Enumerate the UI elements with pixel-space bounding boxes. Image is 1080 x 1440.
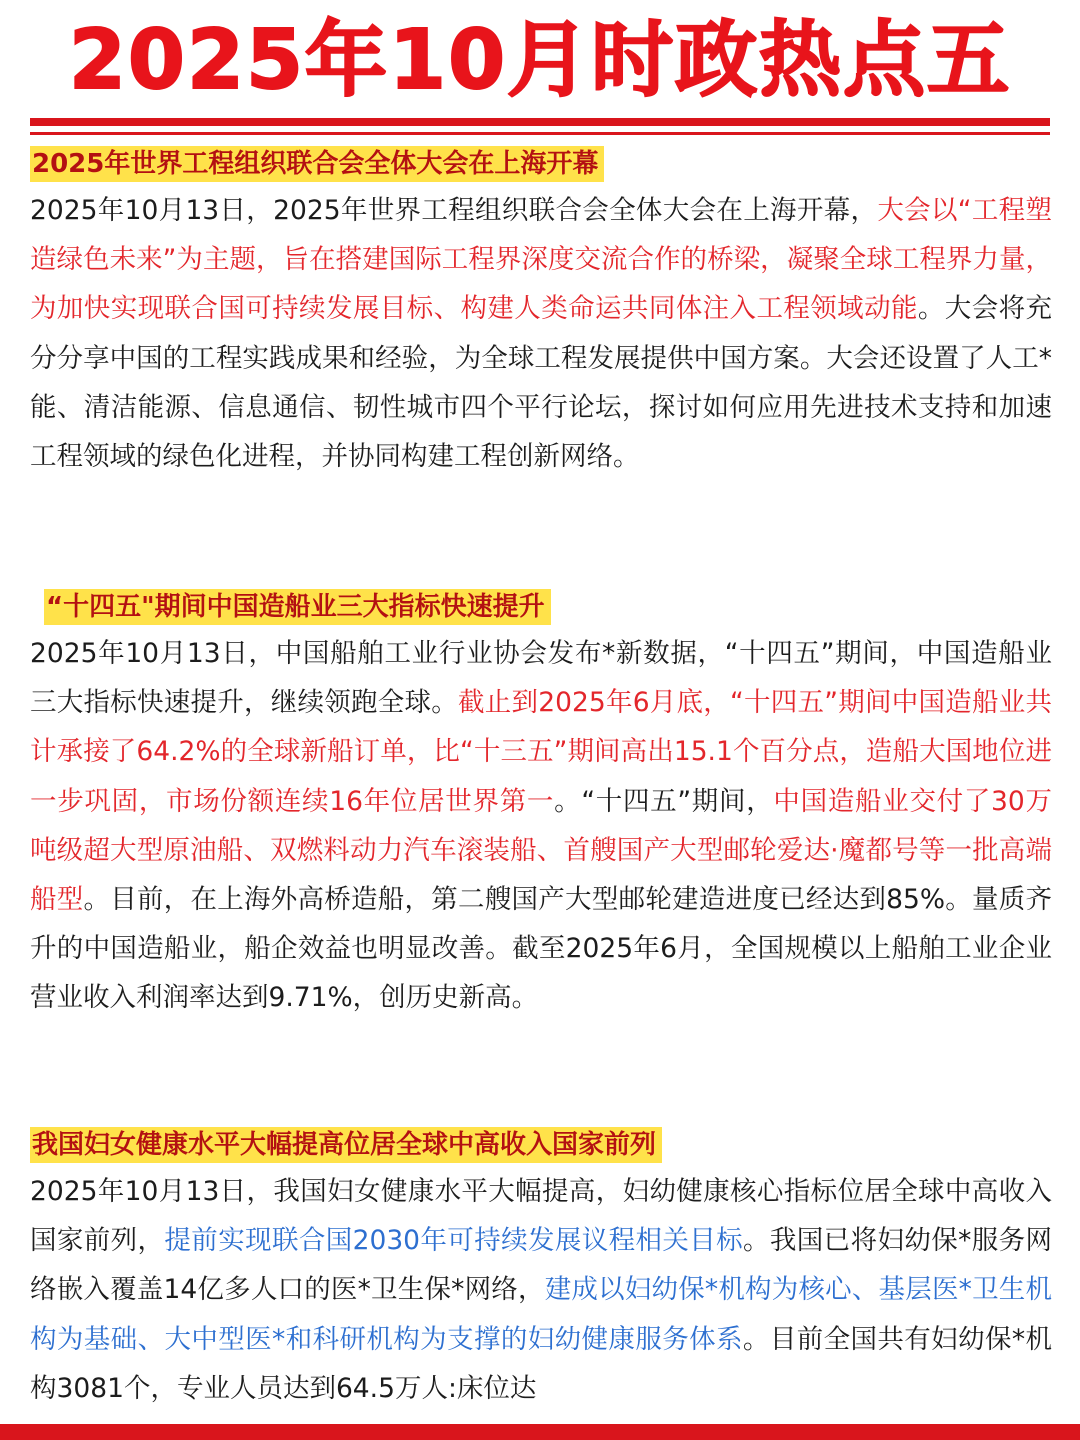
body-text-emphasis: 截止到2025年6月底，“十四五”期间中国造船业共计承接了64.2%的全球新船订单，比“十三五”期间高出15.1个百分点，造船大国地位进一步巩固，市场份额连续16年位居世界第一 — [30, 687, 1052, 817]
body-text-plain: 。目前，在上海外高桥造船，第二艘国产大型邮轮建造进度已经达到85%。量质齐升的中国造船业，船企效益也明显改善。截至2025年6月，全国规模以上船舶工业企业营业收入利润率达到9.71%，创历史新高。 — [30, 884, 1053, 1014]
article-womens-health — [30, 1127, 1052, 1413]
body-text-emphasis: 大会以“工程塑造绿色未来”为主题，旨在搭建国际工程界深度交流合作的桥梁，凝聚全球工程界力量，为加快实现联合国可持续发展目标、构建人类命运共同体注入工程领域动能 — [30, 195, 1052, 325]
body-text-emphasis: 中国造船业交付了30万吨级超大型原油船、双燃料动力汽车滚装船、首艘国产大型邮轮爱达·魔都号等一批高端船型 — [30, 785, 1052, 916]
title-divider-thin — [30, 132, 1050, 135]
article-heading: 2025年世界工程组织联合会全体大会在上海开幕 — [30, 146, 604, 182]
body-text-plain: 。我国已将妇幼保*服务网络嵌入覆盖14亿多人口的医*卫生保*网络， — [30, 1225, 1052, 1306]
body-text-plain: 2025年10月13日，我国妇女健康水平大幅提高，妇幼健康核心指标位居全球中高收入国家前列， — [30, 1176, 1052, 1257]
title-divider-thick — [30, 118, 1050, 126]
article-engineering-congress — [30, 146, 1052, 481]
article-shipbuilding — [30, 589, 1052, 1023]
article-body — [30, 629, 1052, 1023]
body-text-plain: 2025年10月13日，2025年世界工程组织联合会全体大会在上海开幕， — [30, 195, 878, 226]
body-text-plain: 。目前全国共有妇幼保*机构3081个，专业人员达到64.5万人:床位达 — [30, 1323, 1053, 1404]
article-body — [30, 186, 1052, 481]
article-heading: 我国妇女健康水平大幅提高位居全球中高收入国家前列 — [30, 1127, 662, 1163]
article-body — [30, 1167, 1052, 1413]
body-text-emphasis: 提前实现联合国2030年可持续发展议程相关目标 — [164, 1225, 744, 1257]
article-heading: “十四五"期间中国造船业三大指标快速提升 — [44, 589, 551, 625]
bottom-border — [0, 1424, 1080, 1440]
body-text-plain: 。大会将充分分享中国的工程实践成果和经验，为全球工程发展提供中国方案。大会还设置了人工*能、清洁能源、信息通信、韧性城市四个平行论坛，探讨如何应用先进技术支持和加速工程领域的绿色化进程，并协同构建工程创新网络。 — [30, 293, 1053, 473]
page-title: 2025年10月时政热点五 — [68, 13, 1012, 108]
body-text-plain: 2025年10月13日，中国船舶工业行业协会发布*新数据，“十四五”期间，中国造船业三大指标快速提升，继续领跑全球。 — [30, 638, 1052, 719]
body-text-emphasis: 建成以妇幼保*机构为核心、基层医*卫生机构为基础、大中型医*和科研机构为支撑的妇幼健康服务体系 — [30, 1274, 1052, 1355]
body-text-plain: 。“十四五”期间， — [554, 785, 774, 817]
